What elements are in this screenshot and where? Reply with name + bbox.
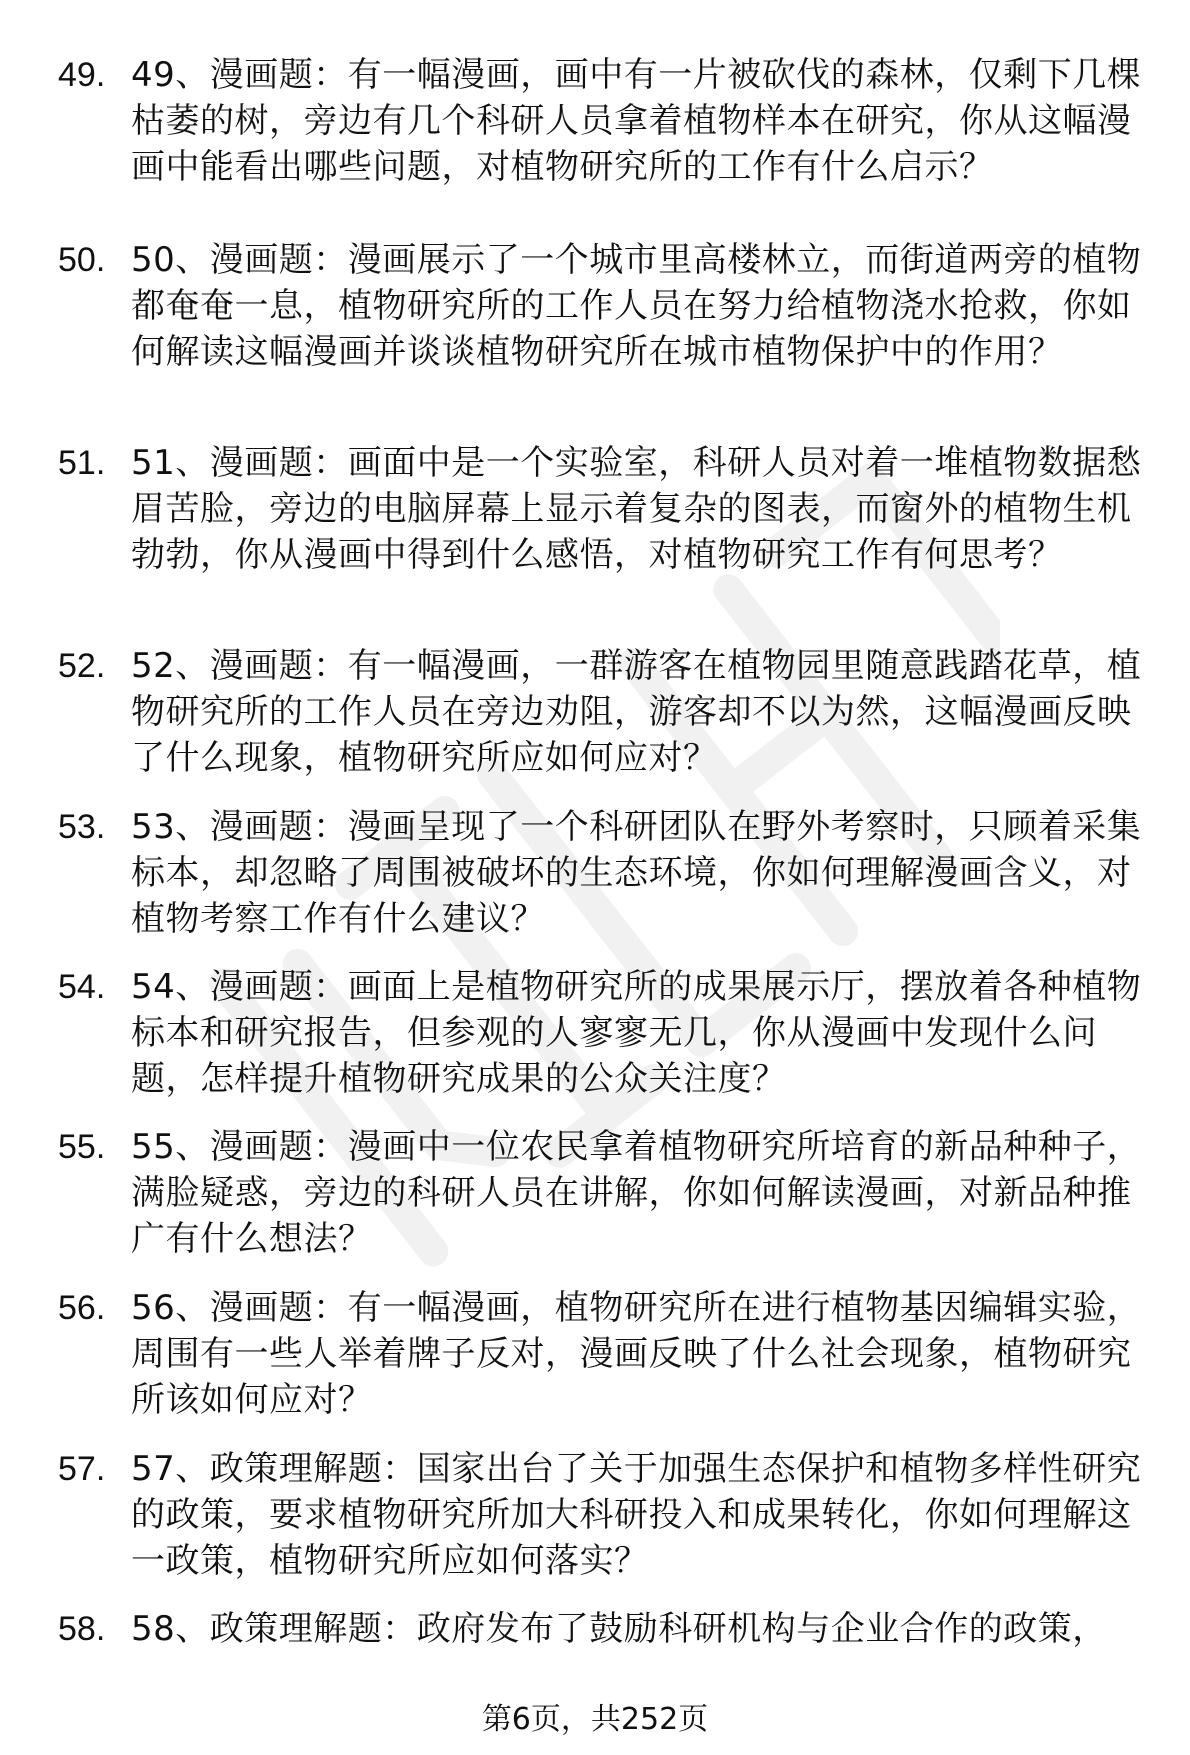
- question-text: 57、政策理解题：国家出台了关于加强生态保护和植物多样性研究的政策，要求植物研究所加大科研投入和成果转化，你如何理解这一政策，植物研究所应如何落实？: [131, 1449, 1142, 1581]
- question-number: 53.: [58, 808, 106, 846]
- question-text: 50、漫画题：漫画展示了一个城市里高楼林立，而街道两旁的植物都奄奄一息，植物研究所的工作人员在努力给植物浇水抢救，你如何解读这幅漫画并谈谈植物研究所在城市植物保护中的作用？: [131, 240, 1142, 372]
- question-number: 49.: [58, 56, 106, 94]
- question-text: 51、漫画题：画面中是一个实验室，科研人员对着一堆植物数据愁眉苦脸，旁边的电脑屏幕上显示着复杂的图表，而窗外的植物生机勃勃，你从漫画中得到什么感悟，对植物研究工作有何思考？: [131, 443, 1142, 575]
- question-number: 57.: [58, 1450, 106, 1488]
- question-text: 56、漫画题：有一幅漫画，植物研究所在进行植物基因编辑实验，周围有一些人举着牌子反对，漫画反映了什么社会现象，植物研究所该如何应对？: [131, 1288, 1142, 1420]
- page-footer: 第6页，共252页: [481, 1702, 709, 1737]
- question-number: 51.: [58, 444, 106, 482]
- question-text: 55、漫画题：漫画中一位农民拿着植物研究所培育的新品种种子，满脸疑惑，旁边的科研人员在讲解，你如何解读漫画，对新品种推广有什么想法？: [131, 1127, 1142, 1259]
- question-text: 54、漫画题：画面上是植物研究所的成果展示厅，摆放着各种植物标本和研究报告，但参观的人寥寥无几，你从漫画中发现什么问题，怎样提升植物研究成果的公众关注度？: [131, 967, 1142, 1099]
- question-text: 53、漫画题：漫画呈现了一个科研团队在野外考察时，只顾着采集标本，却忽略了周围被破坏的生态环境，你如何理解漫画含义，对植物考察工作有什么建议？: [131, 807, 1142, 939]
- question-number: 55.: [58, 1128, 106, 1166]
- question-number: 56.: [58, 1289, 106, 1327]
- question-text: 58、政策理解题：政府发布了鼓励科研机构与企业合作的政策，: [131, 1609, 1107, 1649]
- question-number: 54.: [58, 968, 106, 1006]
- question-number: 52.: [58, 647, 106, 685]
- question-number: 58.: [58, 1610, 106, 1648]
- question-number: 50.: [58, 241, 106, 279]
- question-text: 49、漫画题：有一幅漫画，画中有一片被砍伐的森林，仅剩下几棵枯萎的树，旁边有几个科研人员拿着植物样本在研究，你从这幅漫画中能看出哪些问题，对植物研究所的工作有什么启示？: [131, 55, 1142, 187]
- question-text: 52、漫画题：有一幅漫画，一群游客在植物园里随意践踏花草，植物研究所的工作人员在旁边劝阻，游客却不以为然，这幅漫画反映了什么现象，植物研究所应如何应对？: [131, 646, 1142, 778]
